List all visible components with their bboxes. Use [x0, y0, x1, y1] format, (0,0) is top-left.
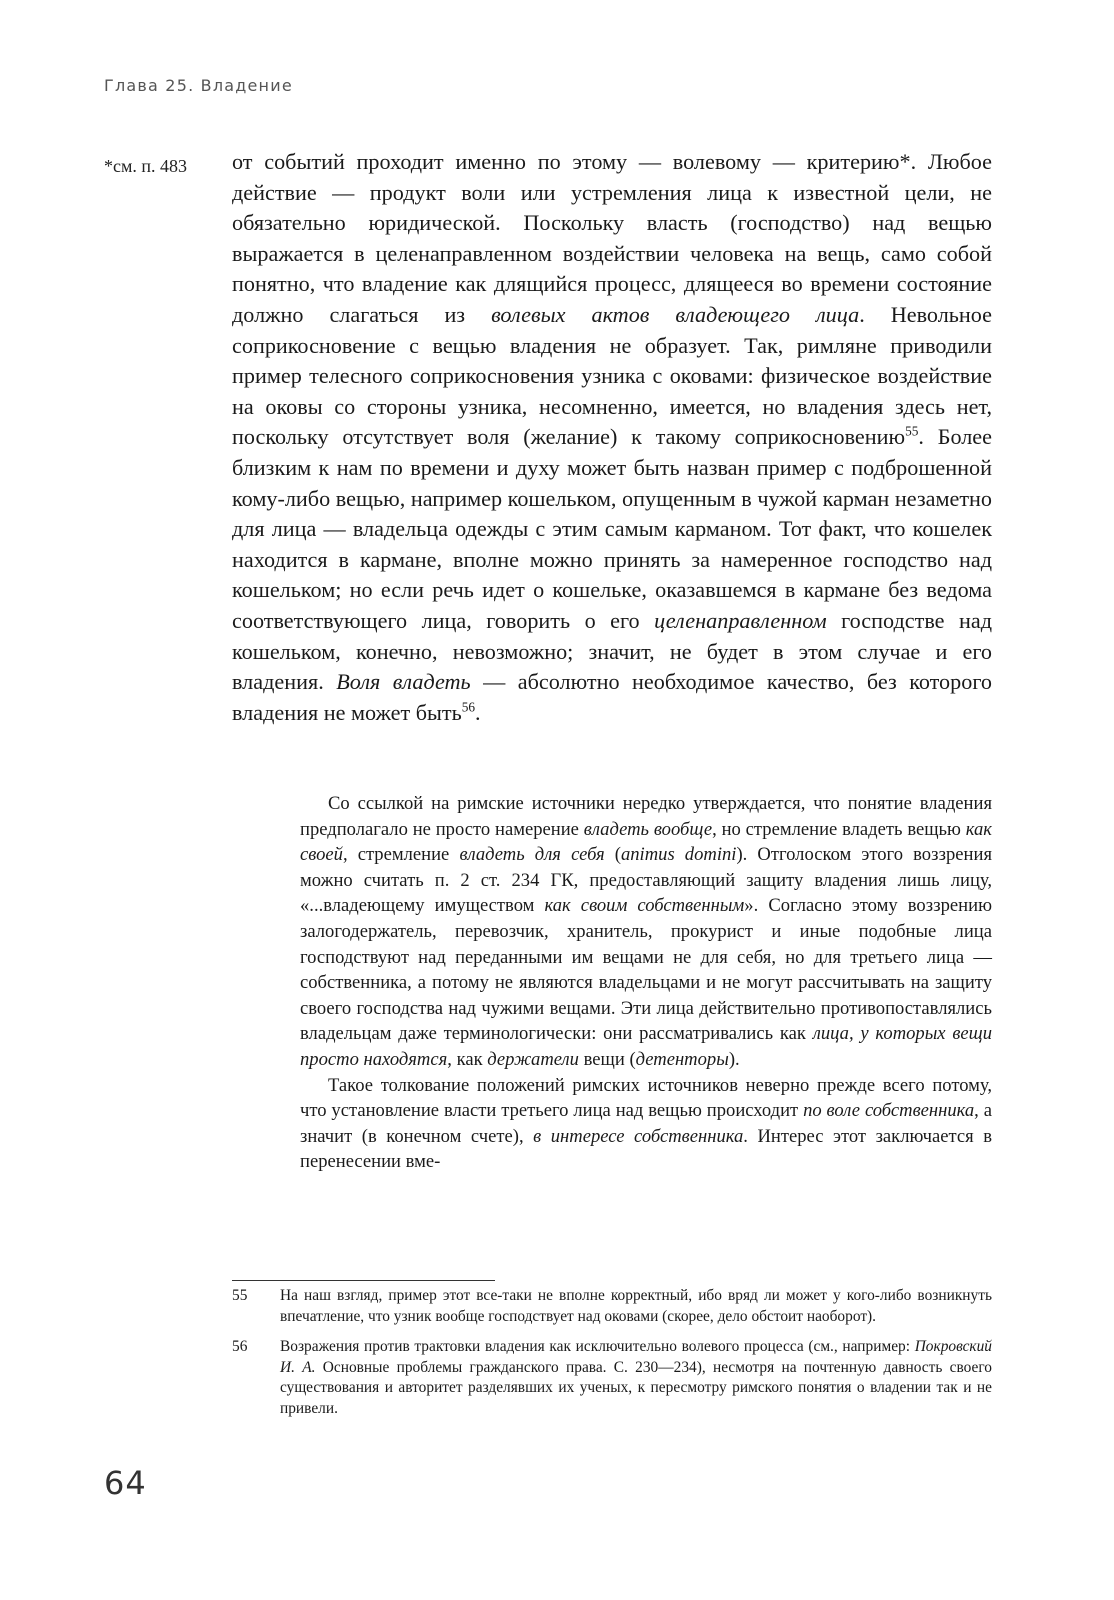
- italic-run: держатели: [487, 1048, 579, 1070]
- text-run: — абсолютно необходимое качество, без которого владения не может быть: [232, 669, 992, 725]
- footnote-ref-55[interactable]: 55: [905, 423, 919, 439]
- footnote-text: [280, 1286, 992, 1327]
- indented-commentary: [300, 791, 992, 1175]
- text-run: . Интерес этот заключается в перенесении вме-: [300, 1125, 992, 1173]
- italic-run: волевых актов владеющего лица: [491, 301, 860, 327]
- italic-run: в интересе собственника: [533, 1125, 744, 1147]
- footnote-56: [232, 1337, 992, 1419]
- text-run: Такое толкование положений римских источников неверно прежде всего потому, что установление власти третьего лица над вещью происходит: [300, 1074, 992, 1122]
- italic-run: как своей: [300, 818, 992, 866]
- text-run: Со ссылкой на римские источники нередко утверждается, что понятие владения предполагало не просто намерение: [300, 793, 992, 840]
- text-run: , но стремление владеть вещью: [712, 818, 966, 840]
- text-run: Основные проблемы гражданского права. С. 230—234), несмотря на почтенную давность своего существования и авторитет разделявших их ученых, к пересмотру римского понятия о владении так и не привели.: [280, 1358, 992, 1417]
- text-run: (: [604, 844, 621, 866]
- text-run: ).: [728, 1048, 740, 1070]
- running-head: Глава 25. Владение: [104, 76, 293, 95]
- footnote-55: [232, 1286, 992, 1327]
- text-run: ». Согласно этому воззрению залогодержатель, перевозчик, хранитель, прокурист и иные подобные лица господствуют над переданными им вещами не для себя, но для третьего лица — собственника, а потому не являются владельцами и не могут рассчитывать на защиту своего господства над чужими вещами. Эти лица действительно противопоставлялись владельцам даже терминологически: они рассматривались как: [300, 895, 992, 1045]
- footnote-divider: [232, 1280, 495, 1281]
- text-run: ). Отголоском этого воззрения можно считать п. 2 ст. 234 ГК, предоставляющий защиту владения лишь лицу, «...владеющему имуществом: [300, 844, 993, 917]
- text-run: вещи (: [578, 1048, 636, 1070]
- text-run: от событий проходит именно по этому — волевому — критерию*. Любое действие — продукт воли или устремления лица к известной цели, не обязательно юридической. Поскольку власть (господство) над вещью выражается в целенаправленном воздействии человека на вещь, само собой понятно, что владение как длящийся процесс, длящееся во времени состояние должно слагаться из: [232, 149, 992, 327]
- commentary-paragraph-1: [300, 791, 992, 1073]
- italic-run: детенторы: [635, 1048, 729, 1070]
- margin-note: *см. п. 483: [104, 156, 188, 176]
- page-number: 64: [104, 1464, 147, 1502]
- italic-run: по воле собственника: [803, 1100, 975, 1122]
- footnote-number: 56: [232, 1338, 248, 1356]
- text-run: , как: [447, 1048, 488, 1070]
- italic-run: Воля владеть: [336, 669, 471, 695]
- italic-run: animus domini: [620, 844, 737, 866]
- footnote-text: [280, 1337, 992, 1419]
- italic-run: лица, у которых вещи просто находятся: [300, 1023, 992, 1070]
- text-run: господстве над кошельком, конечно, невозможно; значит, не будет в этом случае и его владения.: [232, 607, 992, 695]
- text-run: Возражения против трактовки владения как исключительно волевого процесса (см., например:: [280, 1338, 915, 1356]
- text-run: , а значит (в конечном счете),: [300, 1100, 992, 1147]
- italic-run: владеть вообще: [583, 818, 713, 840]
- text-run: .: [475, 699, 481, 725]
- footnote-ref-56[interactable]: 56: [461, 699, 476, 715]
- italic-run: владеть для себя: [459, 844, 605, 866]
- italic-run: целенаправленном: [654, 607, 827, 633]
- footnote-number: 55: [232, 1287, 248, 1304]
- main-paragraph: [232, 147, 992, 728]
- commentary-paragraph-2: [300, 1073, 992, 1175]
- italic-run: как своим собственным: [544, 895, 745, 917]
- text-run: . Невольное соприкосновение с вещью владения не образует. Так, римляне приводили пример телесного соприкосновения узника с оковами: физическое воздействие на оковы со стороны узника, несомненно, имеется, но владения здесь нет, поскольку отсутствует воля (желание) к такому соприкосновению: [232, 301, 992, 450]
- footnotes: [232, 1286, 992, 1430]
- text-run: , стремление: [342, 844, 460, 866]
- text-run: . Более близким к нам по времени и духу может быть назван пример с подброшенной кому-либо вещью, например кошельком, опущенным в чужой карман незаметно для лица — владельца одежды с этим самым карманом. Тот факт, что кошелек находится в кармане, вполне можно принять за намеренное господство над кошельком; но если речь идет о кошельке, оказавшемся в кармане без ведома соответствующего лица, говорить о его: [232, 424, 993, 633]
- italic-run: Покровский И. А.: [280, 1338, 992, 1376]
- text-run: На наш взгляд, пример этот все-таки не вполне корректный, ибо вряд ли может у кого-либо возникнуть впечатление, что узник вообще господствует над оковами (скорее, дело обстоит наоборот).: [280, 1287, 992, 1325]
